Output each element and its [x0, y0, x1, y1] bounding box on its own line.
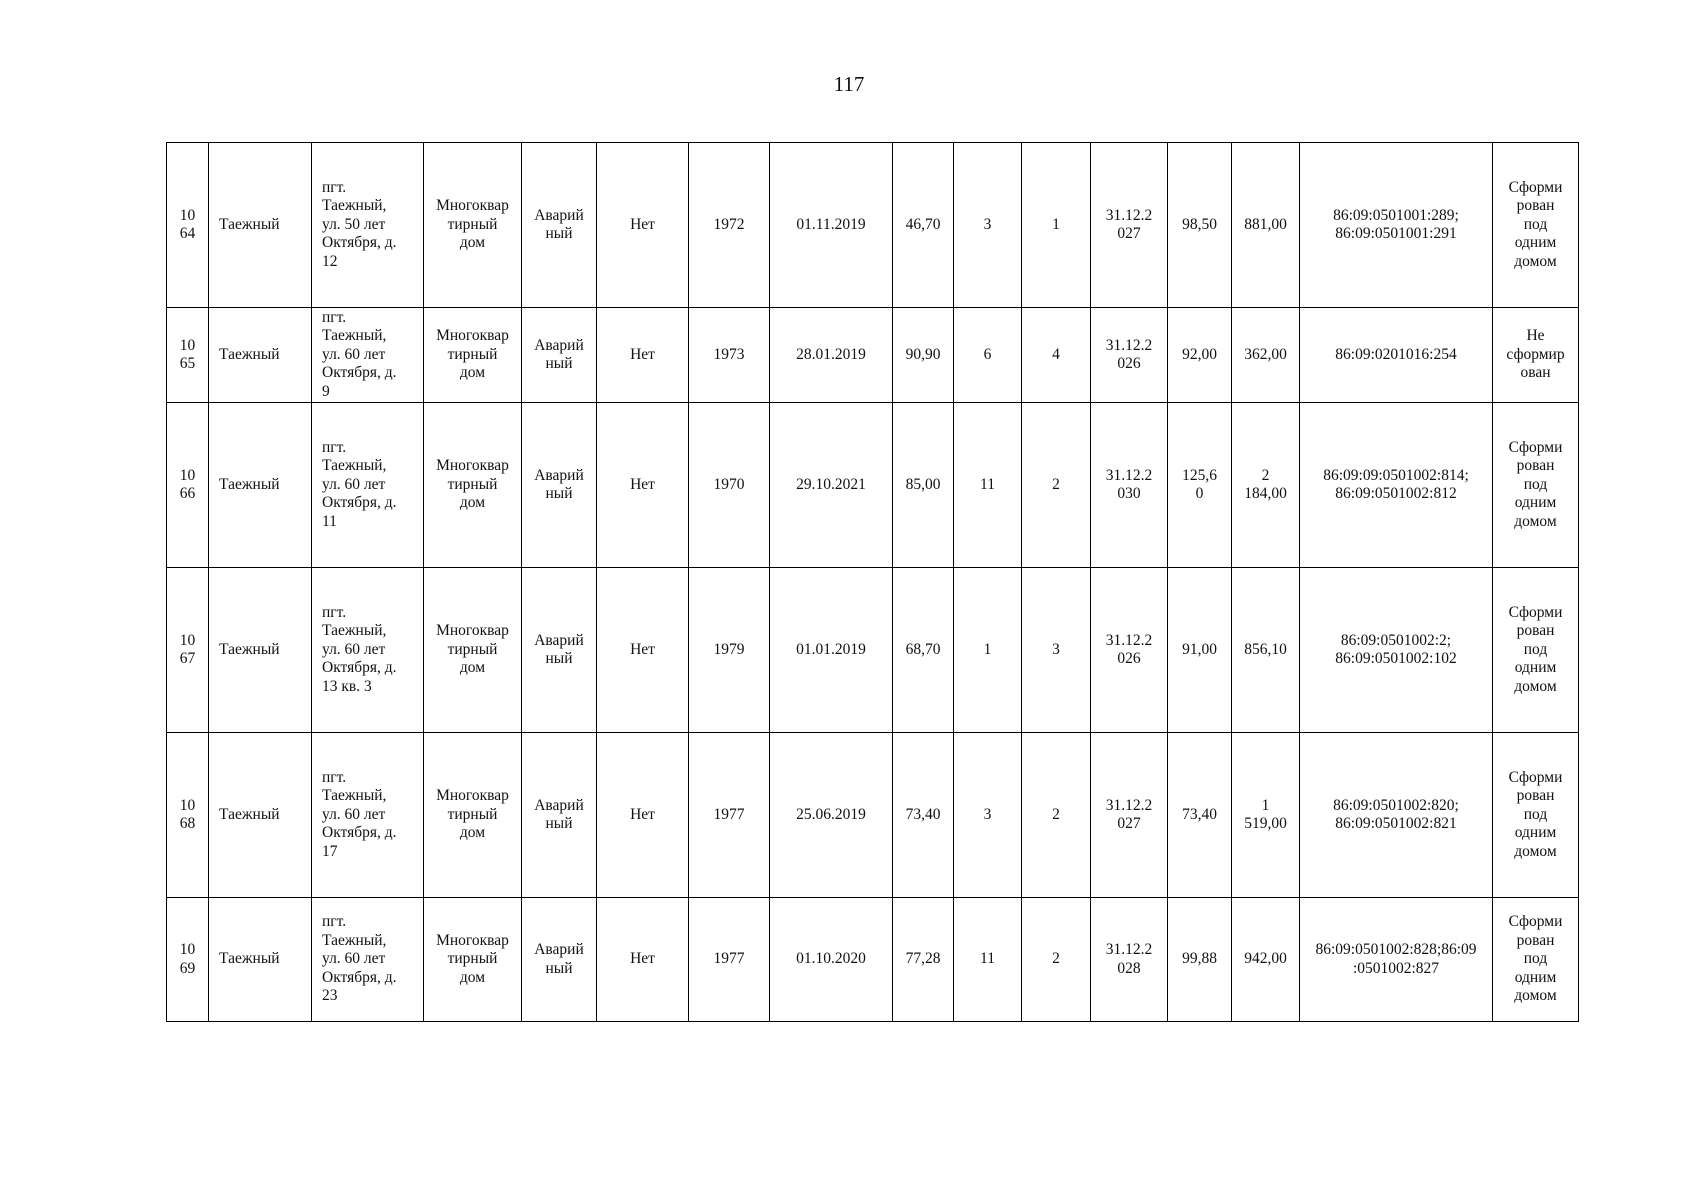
building-type-cell: Многоквар тирный дом — [424, 143, 522, 308]
count-a-cell: 1 — [954, 568, 1022, 733]
year-built-cell: 1977 — [689, 733, 770, 898]
area-cell: 77,28 — [893, 898, 954, 1022]
flag-cell: Нет — [597, 898, 689, 1022]
deadline-cell: 31.12.2 026 — [1091, 308, 1168, 403]
building-type-cell: Многоквар тирный дом — [424, 898, 522, 1022]
deadline-cell: 31.12.2 028 — [1091, 898, 1168, 1022]
condition-status-cell: Аварий ный — [522, 568, 597, 733]
flag-cell: Нет — [597, 568, 689, 733]
area-cell: 46,70 — [893, 143, 954, 308]
land-area-cell: 942,00 — [1232, 898, 1300, 1022]
flag-cell: Нет — [597, 733, 689, 898]
table-row — [167, 308, 1579, 403]
year-built-cell: 1977 — [689, 898, 770, 1022]
address-cell: пгт. Таежный, ул. 60 лет Октября, д. 9 — [312, 308, 424, 403]
land-area-cell: 1 519,00 — [1232, 733, 1300, 898]
percent-cell: 73,40 — [1168, 733, 1232, 898]
flag-cell: Нет — [597, 403, 689, 568]
year-built-cell: 1973 — [689, 308, 770, 403]
land-plot-status-cell: Сформи рован под одним домом — [1493, 403, 1579, 568]
row-number-cell: 10 65 — [167, 308, 209, 403]
condition-status-cell: Аварий ный — [522, 733, 597, 898]
recognition-date-cell: 01.01.2019 — [770, 568, 893, 733]
recognition-date-cell: 29.10.2021 — [770, 403, 893, 568]
count-a-cell: 3 — [954, 733, 1022, 898]
recognition-date-cell: 25.06.2019 — [770, 733, 893, 898]
percent-cell: 125,6 0 — [1168, 403, 1232, 568]
municipality-cell: Таежный — [209, 733, 312, 898]
housing-registry-table — [166, 142, 1579, 1022]
condition-status-cell: Аварий ный — [522, 898, 597, 1022]
flag-cell: Нет — [597, 143, 689, 308]
row-number-cell: 10 67 — [167, 568, 209, 733]
count-b-cell: 2 — [1022, 733, 1091, 898]
area-cell: 73,40 — [893, 733, 954, 898]
page-number: 117 — [833, 72, 865, 96]
percent-cell: 92,00 — [1168, 308, 1232, 403]
land-plot-status-cell: Сформи рован под одним домом — [1493, 733, 1579, 898]
municipality-cell: Таежный — [209, 898, 312, 1022]
table-row — [167, 143, 1579, 308]
count-b-cell: 2 — [1022, 403, 1091, 568]
table-row — [167, 898, 1579, 1022]
address-cell: пгт. Таежный, ул. 60 лет Октября, д. 11 — [312, 403, 424, 568]
row-number-cell: 10 69 — [167, 898, 209, 1022]
building-type-cell: Многоквар тирный дом — [424, 733, 522, 898]
deadline-cell: 31.12.2 030 — [1091, 403, 1168, 568]
building-type-cell: Многоквар тирный дом — [424, 568, 522, 733]
recognition-date-cell: 01.10.2020 — [770, 898, 893, 1022]
condition-status-cell: Аварий ный — [522, 308, 597, 403]
area-cell: 68,70 — [893, 568, 954, 733]
count-b-cell: 4 — [1022, 308, 1091, 403]
address-cell: пгт. Таежный, ул. 50 лет Октября, д. 12 — [312, 143, 424, 308]
municipality-cell: Таежный — [209, 568, 312, 733]
deadline-cell: 31.12.2 027 — [1091, 143, 1168, 308]
row-number-cell: 10 64 — [167, 143, 209, 308]
count-a-cell: 11 — [954, 403, 1022, 568]
land-area-cell: 2 184,00 — [1232, 403, 1300, 568]
building-type-cell: Многоквар тирный дом — [424, 403, 522, 568]
count-b-cell: 3 — [1022, 568, 1091, 733]
row-number-cell: 10 66 — [167, 403, 209, 568]
cadastral-number-cell: 86:09:0501002:828;86:09 :0501002:827 — [1300, 898, 1493, 1022]
municipality-cell: Таежный — [209, 403, 312, 568]
row-number-cell: 10 68 — [167, 733, 209, 898]
land-plot-status-cell: Не сформир ован — [1493, 308, 1579, 403]
year-built-cell: 1972 — [689, 143, 770, 308]
year-built-cell: 1970 — [689, 403, 770, 568]
municipality-cell: Таежный — [209, 143, 312, 308]
area-cell: 85,00 — [893, 403, 954, 568]
land-plot-status-cell: Сформи рован под одним домом — [1493, 898, 1579, 1022]
table-row — [167, 403, 1579, 568]
percent-cell: 91,00 — [1168, 568, 1232, 733]
table-row — [167, 568, 1579, 733]
cadastral-number-cell: 86:09:0501001:289; 86:09:0501001:291 — [1300, 143, 1493, 308]
year-built-cell: 1979 — [689, 568, 770, 733]
count-a-cell: 3 — [954, 143, 1022, 308]
condition-status-cell: Аварий ный — [522, 403, 597, 568]
address-cell: пгт. Таежный, ул. 60 лет Октября, д. 17 — [312, 733, 424, 898]
building-type-cell: Многоквар тирный дом — [424, 308, 522, 403]
percent-cell: 98,50 — [1168, 143, 1232, 308]
land-plot-status-cell: Сформи рован под одним домом — [1493, 143, 1579, 308]
count-b-cell: 1 — [1022, 143, 1091, 308]
recognition-date-cell: 01.11.2019 — [770, 143, 893, 308]
address-cell: пгт. Таежный, ул. 60 лет Октября, д. 23 — [312, 898, 424, 1022]
area-cell: 90,90 — [893, 308, 954, 403]
land-area-cell: 362,00 — [1232, 308, 1300, 403]
count-a-cell: 11 — [954, 898, 1022, 1022]
land-plot-status-cell: Сформи рован под одним домом — [1493, 568, 1579, 733]
flag-cell: Нет — [597, 308, 689, 403]
table-row — [167, 733, 1579, 898]
condition-status-cell: Аварий ный — [522, 143, 597, 308]
address-cell: пгт. Таежный, ул. 60 лет Октября, д. 13 кв. 3 — [312, 568, 424, 733]
percent-cell: 99,88 — [1168, 898, 1232, 1022]
land-area-cell: 881,00 — [1232, 143, 1300, 308]
recognition-date-cell: 28.01.2019 — [770, 308, 893, 403]
cadastral-number-cell: 86:09:0501002:820; 86:09:0501002:821 — [1300, 733, 1493, 898]
count-a-cell: 6 — [954, 308, 1022, 403]
deadline-cell: 31.12.2 026 — [1091, 568, 1168, 733]
cadastral-number-cell: 86:09:0501002:2; 86:09:0501002:102 — [1300, 568, 1493, 733]
cadastral-number-cell: 86:09:09:0501002:814; 86:09:0501002:812 — [1300, 403, 1493, 568]
deadline-cell: 31.12.2 027 — [1091, 733, 1168, 898]
count-b-cell: 2 — [1022, 898, 1091, 1022]
cadastral-number-cell: 86:09:0201016:254 — [1300, 308, 1493, 403]
municipality-cell: Таежный — [209, 308, 312, 403]
land-area-cell: 856,10 — [1232, 568, 1300, 733]
